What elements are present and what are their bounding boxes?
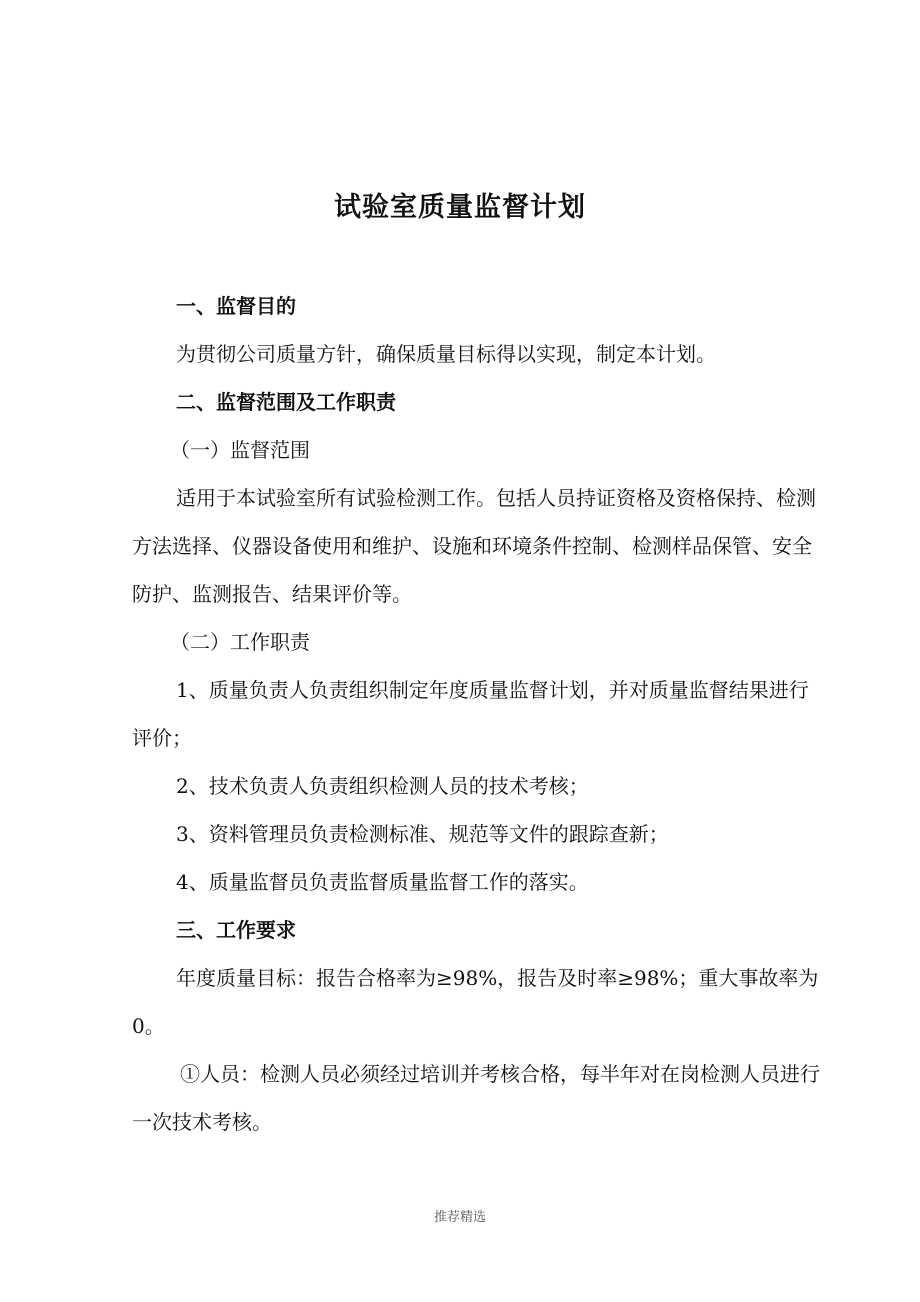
requirement-item-personnel: ①人员：检测人员必须经过培训并考核合格，每半年对在岗检测人员进行一次技术考核。 xyxy=(132,1062,820,1134)
paragraph-scope: 适用于本试验室所有试验检测工作。包括人员持证资格及资格保持、检测方法选择、仪器设备使用和维护、设施和环境条件控制、检测样品保管、安全防护、监测报告、结果评价等。 xyxy=(132,486,816,606)
page-footer: 推荐精选 xyxy=(433,1210,486,1225)
duty-item-1: 1、质量负责人负责组织制定年度质量监督计划，并对质量监督结果进行评价； xyxy=(132,678,809,750)
subheading-scope: （一）监督范围 xyxy=(170,438,310,462)
document-title: 试验室质量监督计划 xyxy=(334,192,586,223)
document-body xyxy=(132,282,822,1146)
subheading-duties: （二）工作职责 xyxy=(170,630,310,654)
duty-item-4: 4、质量监督员负责监督质量监督工作的落实。 xyxy=(176,870,589,894)
section-heading-scope-duties: 二、监督范围及工作职责 xyxy=(176,390,396,414)
section-heading-requirements: 三、工作要求 xyxy=(176,918,296,942)
section-heading-purpose: 一、监督目的 xyxy=(176,294,296,318)
duty-item-3: 3、资料管理员负责检测标准、规范等文件的跟踪查新； xyxy=(176,822,669,846)
duty-item-2: 2、技术负责人负责组织检测人员的技术考核； xyxy=(176,774,589,798)
paragraph-purpose: 为贯彻公司质量方针，确保质量目标得以实现，制定本计划。 xyxy=(176,342,716,366)
paragraph-annual-targets: 年度质量目标：报告合格率为≥98%，报告及时率≥98%；重大事故率为0。 xyxy=(132,966,819,1038)
